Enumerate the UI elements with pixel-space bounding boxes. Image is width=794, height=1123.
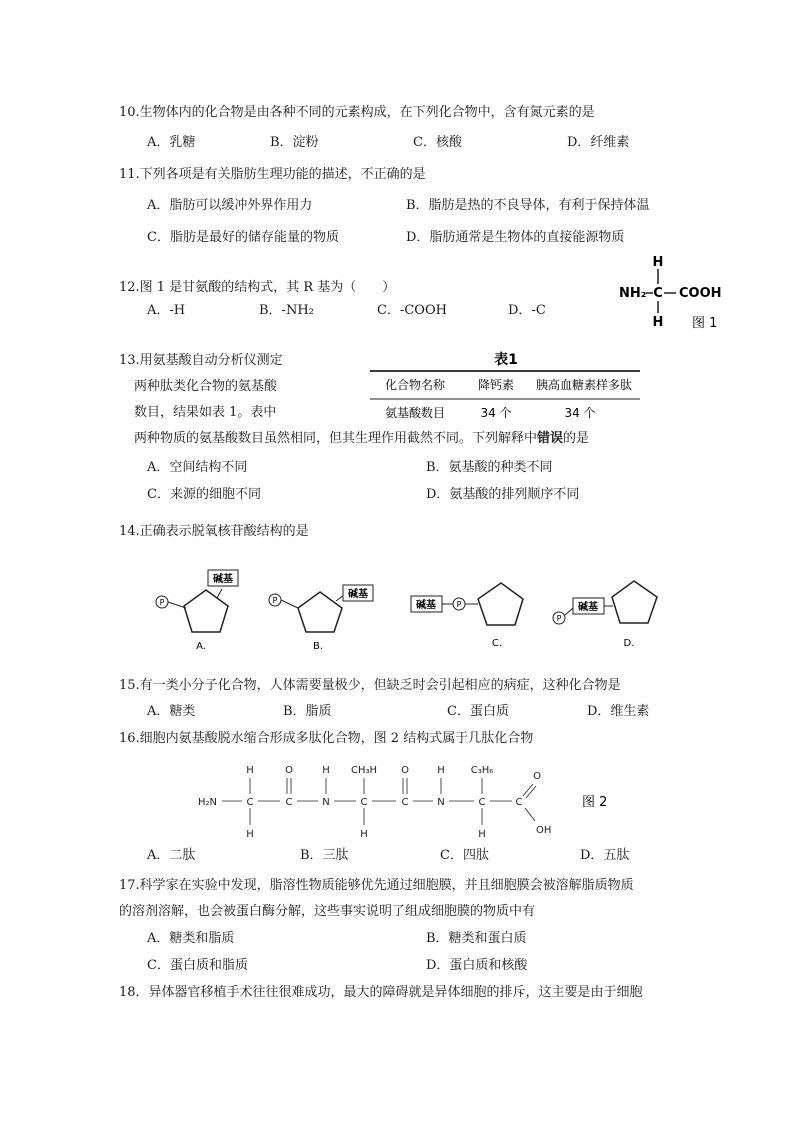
q18-stem: 18．异体器官移植手术往往很难成功，最大的障碍就是异体细胞的排斥，这主要是由于细胞 xyxy=(119,985,643,1000)
phosphate-symbol-d: P xyxy=(556,614,562,623)
q12-option-a: A．-H xyxy=(147,303,186,318)
pentose-ring-d xyxy=(612,581,657,623)
q13-stem-line4-pre: 两种物质的氨基酸数目虽然相同，但其生理作用截然不同。下列解释中 xyxy=(134,431,538,446)
pentose-ring-c xyxy=(478,583,523,625)
q16-option-a: A．二肽 xyxy=(147,848,196,863)
q10-stem: 10.生物体内的化合物是由各种不同的元素构成，在下列化合物中，含有氮元素的是 xyxy=(119,105,595,120)
q11-option-c: C．脂肪是最好的储存能量的物质 xyxy=(147,230,339,245)
option-label-a: A. xyxy=(196,641,206,652)
q12-option-b: B．-NH₂ xyxy=(259,303,314,318)
q12-stem: 12.图 1 是甘氨酸的结构式，其 R 基为（ ） xyxy=(119,280,396,295)
q16-stem: 16.细胞内氨基酸脱水缩合形成多肽化合物，图 2 结构式属于几肽化合物 xyxy=(119,731,534,746)
q12-option-c: C．-COOH xyxy=(377,303,447,318)
glycine-cooh: COOH xyxy=(679,286,722,301)
base-label-c: 碱基 xyxy=(416,600,436,611)
peptide-top-o-3: O xyxy=(533,771,541,782)
figure-2-label: 图 2 xyxy=(582,795,608,810)
peptide-c-3: C xyxy=(360,797,368,808)
option-label-d: D. xyxy=(623,638,635,649)
q17-stem-line2: 的溶剂溶解，也会被蛋白酶分解，这些事实说明了组成细胞膜的物质中有 xyxy=(119,904,536,919)
peptide-c-2: C xyxy=(285,797,293,808)
peptide-c-1: C xyxy=(246,797,254,808)
glycine-center-c: C xyxy=(653,286,663,301)
peptide-top-o-2: O xyxy=(401,765,409,776)
table-1-value-glp: 34 个 xyxy=(564,406,596,420)
q15-stem: 15.有一类小分子化合物，人体需要量极少，但缺乏时会引起相应的病症，这种化合物是 xyxy=(119,678,621,693)
q13-option-b: B．氨基酸的种类不同 xyxy=(426,460,553,475)
q13-stem-line4-post: 的是 xyxy=(563,431,590,446)
q11-option-b: B．脂肪是热的不良导体，有利于保持体温 xyxy=(406,198,650,213)
peptide-top-ch3: CH₃H xyxy=(350,765,378,776)
q17-stem-line1: 17.科学家在实验中发现，脂溶性物质能够优先通过细胞膜，并且细胞膜会被溶解脂质物质 xyxy=(119,878,634,893)
table-1-row-label: 氨基酸数目 xyxy=(384,406,446,420)
phosphate-symbol-a: P xyxy=(159,598,165,607)
q10-option-a: A．乳糖 xyxy=(147,135,196,150)
q13-stem-line4 xyxy=(134,430,589,448)
q13-stem-line2: 两种肽类化合物的氨基酸 xyxy=(134,379,278,394)
pentose-ring-a xyxy=(184,590,228,632)
glycine-structure-figure xyxy=(612,250,724,335)
q15-option-c: C．蛋白质 xyxy=(447,704,509,719)
q15-option-d: D．维生素 xyxy=(587,704,650,719)
peptide-top-o-1: O xyxy=(285,765,293,776)
peptide-oh: OH xyxy=(536,825,552,836)
peptide-n-1: N xyxy=(322,797,330,808)
q14-stem: 14.正确表示脱氧核苷酸结构的是 xyxy=(119,524,309,539)
q17-option-a: A．糖类和脂质 xyxy=(147,931,235,946)
nucleotide-option-d xyxy=(553,581,657,649)
q15-option-a: A．糖类 xyxy=(147,704,196,719)
table-1-title: 表1 xyxy=(494,352,518,368)
q13-stem-line3: 数目，结果如表 1。表中 xyxy=(134,405,277,420)
q13-option-c: C．来源的细胞不同 xyxy=(147,487,261,502)
peptide-bottom-h-3: H xyxy=(478,829,486,840)
nucleotide-option-c xyxy=(411,583,523,649)
nucleotide-option-b xyxy=(269,585,373,652)
q17-option-c: C．蛋白质和脂质 xyxy=(147,958,248,973)
figure-1-label: 图 1 xyxy=(692,316,718,331)
q13-option-a: A．空间结构不同 xyxy=(147,460,248,475)
peptide-c-6: C xyxy=(515,797,523,808)
q16-option-c: C．四肽 xyxy=(440,848,489,863)
q11-option-a: A．脂肪可以缓冲外界作用力 xyxy=(147,198,313,213)
peptide-c-5: C xyxy=(478,797,486,808)
q15-option-b: B．脂质 xyxy=(283,704,332,719)
q16-option-b: B．三肽 xyxy=(300,848,349,863)
table-1-value-calcitonin: 34 个 xyxy=(480,406,512,420)
peptide-top-h-2: H xyxy=(322,765,330,776)
peptide-n-2: N xyxy=(437,797,445,808)
glycine-bottom-h: H xyxy=(652,315,664,330)
q16-option-d: D．五肽 xyxy=(580,848,630,863)
q10-option-c: C．核酸 xyxy=(413,135,462,150)
q13-stem-emphasis: 错误 xyxy=(537,431,564,446)
nucleotide-options-figure xyxy=(148,565,668,655)
peptide-structure-figure xyxy=(192,757,612,845)
table-1-header-calcitonin: 降钙素 xyxy=(477,378,515,392)
peptide-h2n: H₂N xyxy=(198,797,218,808)
peptide-top-h-1: H xyxy=(246,765,254,776)
phosphate-symbol-b: P xyxy=(272,596,278,605)
table-1-header-name: 化合物名称 xyxy=(384,378,446,392)
q13-stem-line1: 13.用氨基酸自动分析仪测定 xyxy=(119,353,283,368)
nucleotide-option-a xyxy=(156,570,238,652)
base-label-d: 碱基 xyxy=(578,602,598,613)
base-label-b: 碱基 xyxy=(348,589,368,600)
q10-option-d: D．纤维素 xyxy=(567,135,630,150)
glycine-top-h: H xyxy=(652,255,664,270)
q11-stem: 11.下列各项是有关脂肪生理功能的描述，不正确的是 xyxy=(119,167,426,182)
q13-option-d: D．氨基酸的排列顺序不同 xyxy=(426,487,580,502)
glycine-nh2: NH₂ xyxy=(619,286,647,301)
q17-option-d: D．蛋白质和核酸 xyxy=(426,958,528,973)
peptide-top-c3h6: C₃H₆ xyxy=(470,765,494,776)
table-1 xyxy=(370,346,642,426)
q17-option-b: B．糖类和蛋白质 xyxy=(426,931,527,946)
table-1-header-glp: 胰高血糖素样多肽 xyxy=(535,378,633,392)
base-label-a: 碱基 xyxy=(213,574,233,585)
q10-option-b: B．淀粉 xyxy=(270,135,319,150)
peptide-bottom-h-2: H xyxy=(360,829,368,840)
phosphate-symbol-c: P xyxy=(456,600,462,609)
option-label-b: B. xyxy=(312,641,324,652)
pentose-ring-b xyxy=(298,592,342,632)
option-label-c: C. xyxy=(491,638,503,649)
q12-option-d: D．-C xyxy=(508,303,546,318)
peptide-c-4: C xyxy=(401,797,409,808)
peptide-top-h-3: H xyxy=(437,765,445,776)
q11-option-d: D．脂肪通常是生物体的直接能源物质 xyxy=(406,230,625,245)
peptide-bottom-h-1: H xyxy=(246,829,254,840)
